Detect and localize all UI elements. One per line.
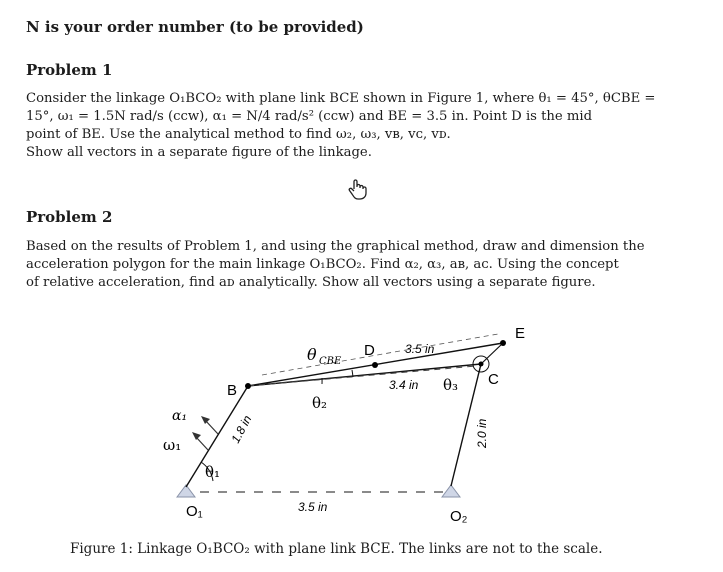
joint-e [500, 340, 506, 346]
dim-bc: 3.4 in [389, 378, 419, 392]
joint-b [245, 383, 251, 389]
label-theta1: θ₁ [205, 463, 221, 481]
problem-1-line: 15°, ω₁ = 1.5N rad/s (ccw), α₁ = N/4 rad/s² (ccw) and BE = 3.5 in. Point D is the mid [26, 109, 593, 124]
label-alpha1: α₁ [172, 408, 188, 424]
label-omega1: ω₁ [163, 436, 182, 454]
label-c: C [488, 371, 499, 388]
problem-1-line: Consider the linkage O₁BCO₂ with plane link BCE shown in Figure 1, where θ₁ = 45°, θCBE = [26, 91, 656, 106]
label-theta3: θ₃ [443, 376, 459, 394]
problem-2-line: Based on the results of Problem 1, and using the graphical method, draw and dimension the [26, 239, 645, 254]
label-e: E [515, 325, 526, 342]
figure-caption: Figure 1: Linkage O₁BCO₂ with plane link BCE. The links are not to the scale. [70, 541, 603, 557]
label-theta-cbe-sub: CBE [319, 356, 342, 367]
problem-1-line: point of BE. Use the analytical method to find ω₂, ω₃, vʙ, vᴄ, vᴅ. [26, 127, 451, 142]
label-o1: O₁ [186, 503, 203, 520]
problem-2-title: Problem 2 [26, 208, 113, 226]
dim-o1o2: 3.5 in [298, 500, 328, 514]
dim-be: 3.5 in [405, 342, 435, 356]
problem-2-line: acceleration polygon for the main linkage O₁BCO₂. Find α₂, α₃, aʙ, aᴄ. Using the concept [26, 257, 619, 272]
joint-d [372, 362, 378, 368]
problem-2-line: of relative acceleration, find aᴅ analytically. Show all vectors using a separate figure. [26, 275, 596, 290]
reference-line [248, 366, 476, 386]
order-number-note: N is your order number (to be provided) [26, 18, 364, 36]
label-o2: O₂ [450, 508, 468, 525]
label-theta-cbe: θ [307, 345, 317, 364]
problem-1-title: Problem 1 [26, 61, 113, 79]
dim-o1b: 1.8 in [228, 412, 255, 446]
dim-o2c: 2.0 in [475, 418, 489, 448]
joint-c [479, 362, 484, 367]
problem-1-line: Show all vectors in a separate figure of the linkage. [26, 145, 372, 160]
label-d: D [364, 342, 375, 359]
label-b: B [227, 382, 238, 399]
pivot-o2 [442, 485, 460, 497]
label-theta2: θ₂ [312, 394, 328, 412]
